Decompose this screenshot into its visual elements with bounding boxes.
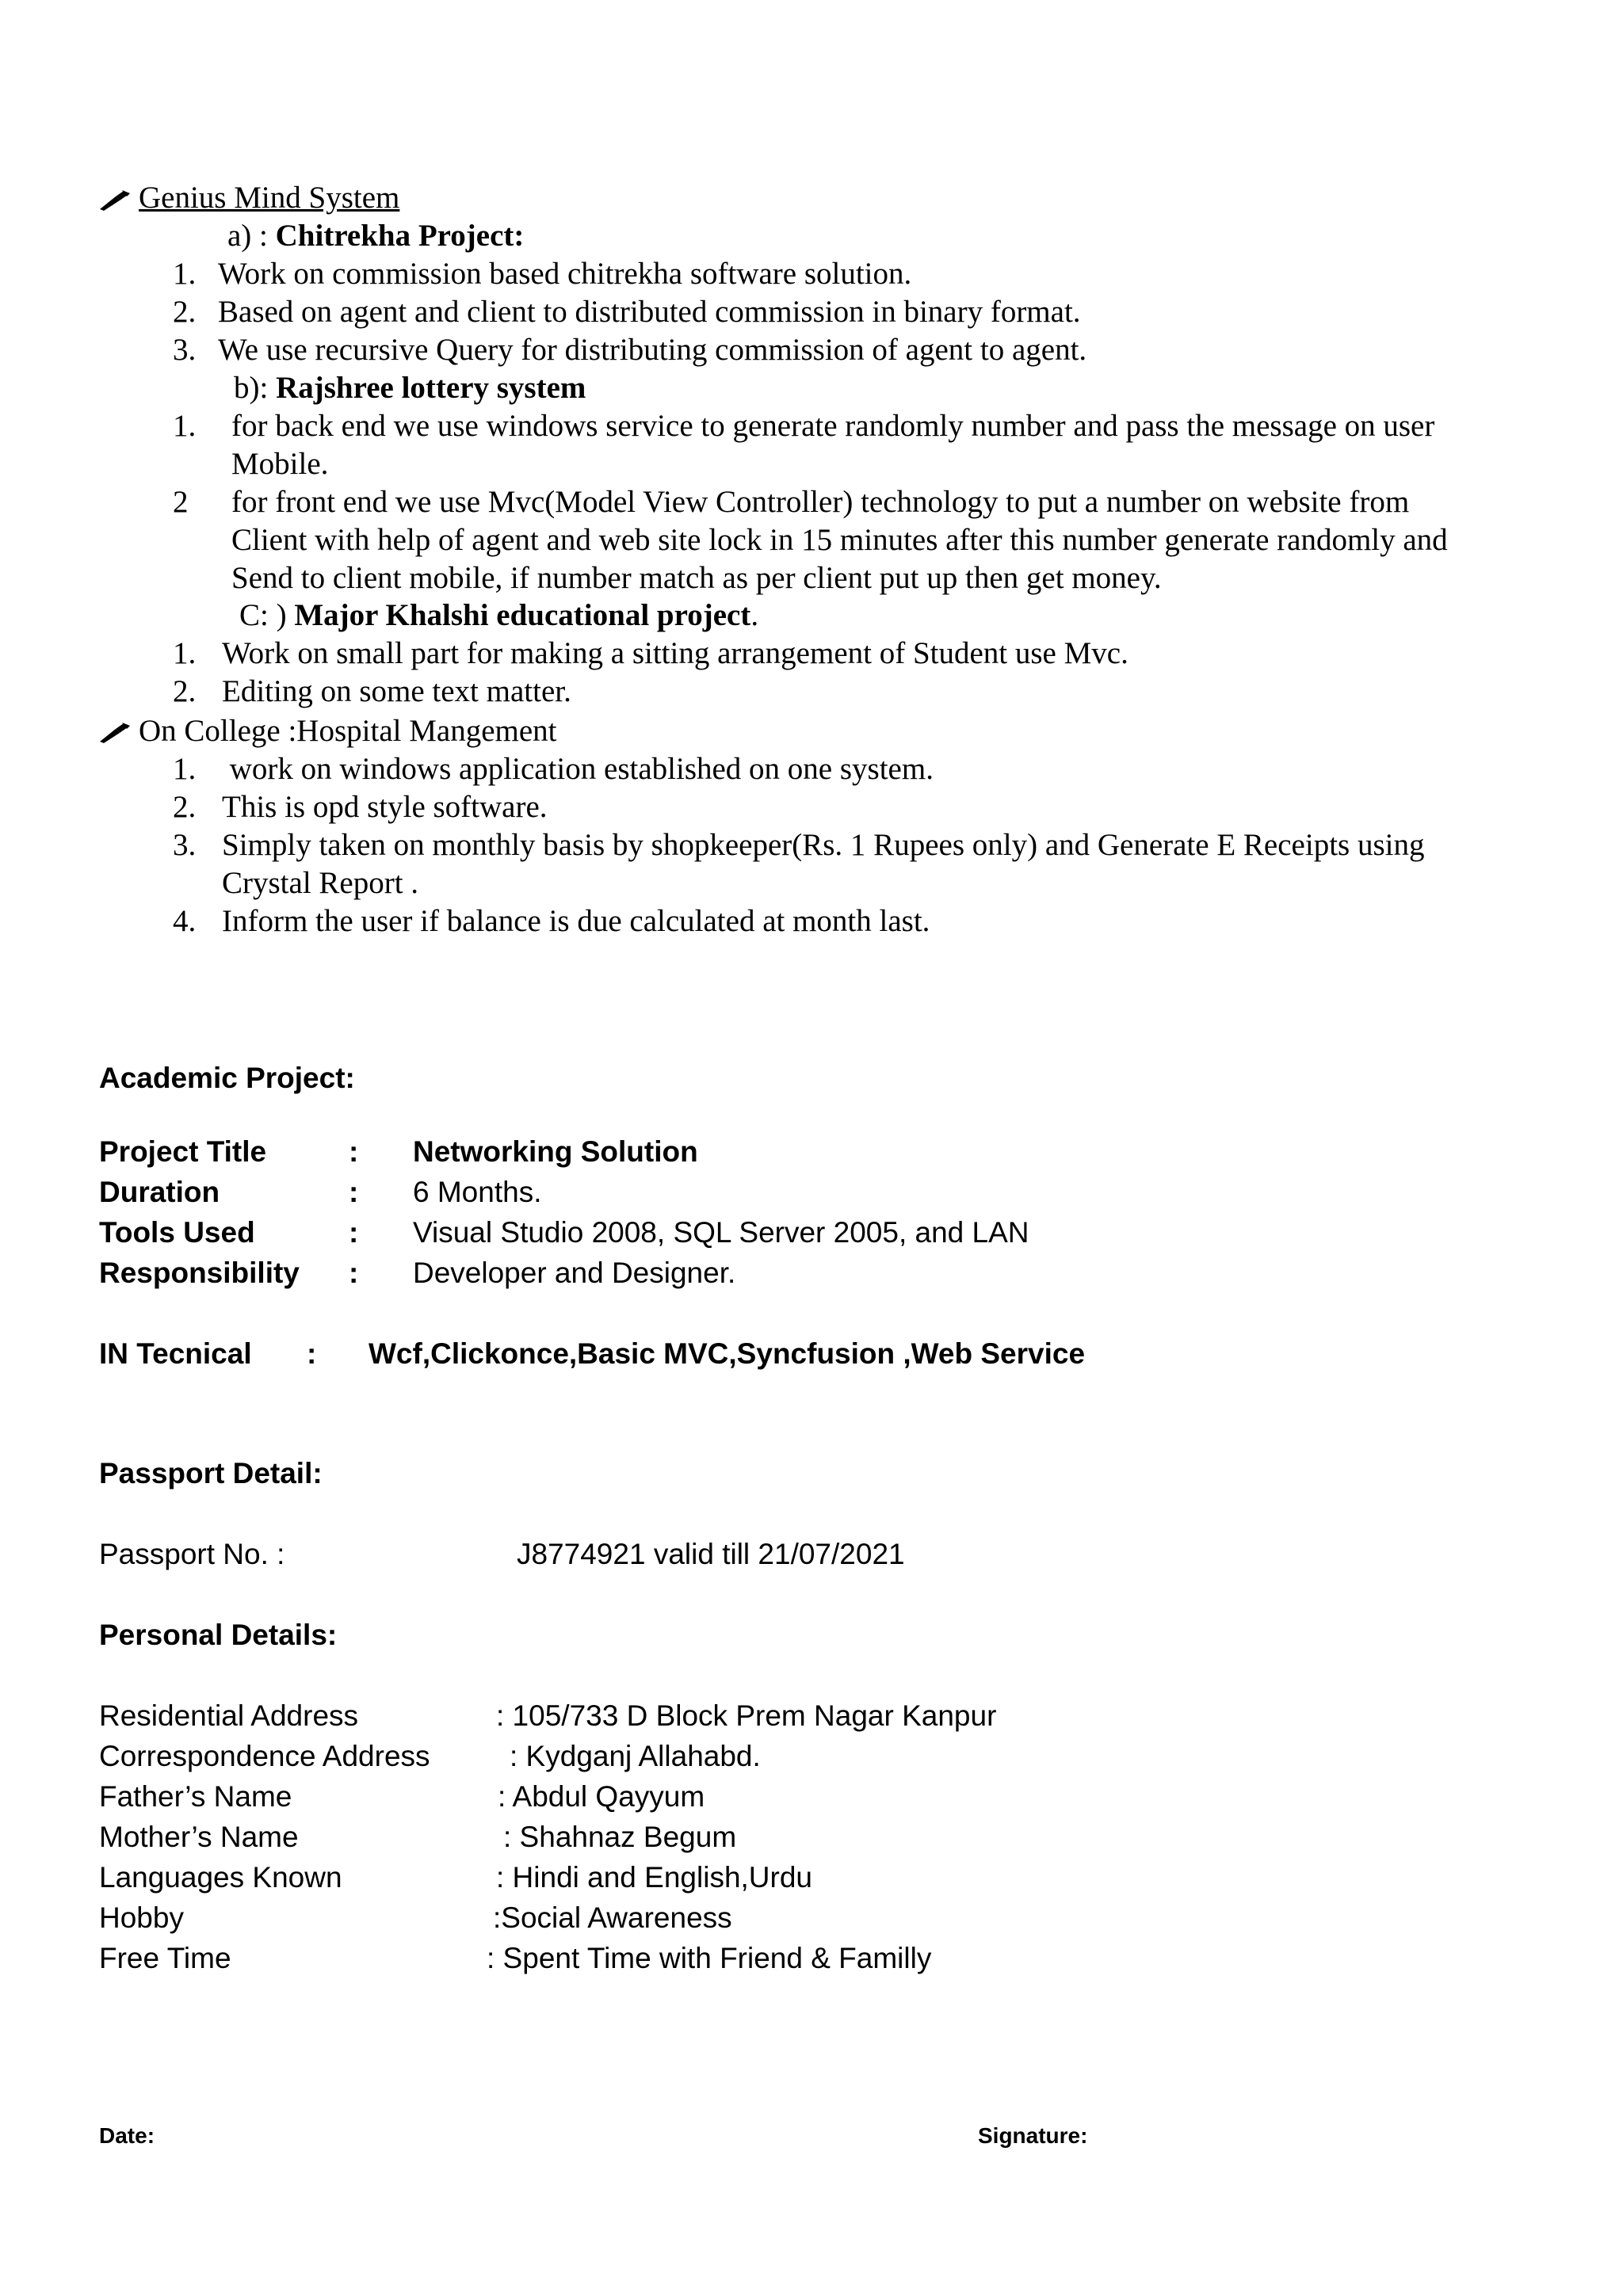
personal-label: Correspondence Address (99, 1740, 430, 1772)
sub-c-marker: C: ) (239, 598, 295, 632)
sub-c-heading (239, 597, 758, 635)
college-item-line: Simply taken on monthly basis by shopkeeper(Rs. 1 Rupees only) and Generate E Receipts using (222, 828, 1425, 862)
personal-value: : Shahnaz Begum (503, 1821, 737, 1853)
signature-label: Signature: (978, 2123, 1088, 2148)
academic-heading: Academic Project: (99, 1062, 355, 1094)
personal-label: Residential Address (99, 1699, 359, 1732)
genius-heading: Genius Mind System (139, 181, 400, 215)
a-item-num: 3. (173, 333, 197, 367)
personal-value: : Hindi and English,Urdu (496, 1861, 812, 1894)
college-item-num: 4. (173, 904, 197, 938)
college-item-num: 1. (173, 752, 197, 786)
college-item-num: 2. (173, 790, 197, 824)
sub-c-suffix: . (750, 598, 759, 632)
sub-a-heading (227, 217, 524, 255)
college-heading: On College :Hospital Mangement (139, 714, 557, 748)
sub-c-title: Major Khalshi educational project (294, 598, 751, 632)
personal-value: : 105/733 D Block Prem Nagar Kanpur (496, 1699, 997, 1732)
c-item-num: 1. (173, 636, 197, 670)
personal-label: Hobby (99, 1901, 184, 1934)
c-item-text: Editing on some text matter. (222, 674, 571, 708)
pencil-arrow-icon (98, 189, 132, 212)
b-item-num: 2 (173, 485, 189, 519)
a-item-text: Work on commission based chitrekha software solution. (218, 257, 912, 291)
academic-colon: : (349, 1257, 359, 1289)
academic-value: 6 Months. (413, 1176, 542, 1208)
college-item-line: Inform the user if balance is due calculated at month last. (222, 904, 930, 938)
date-label: Date: (99, 2123, 155, 2148)
passport-value: J8774921 valid till 21/07/2021 (517, 1538, 905, 1570)
academic-value: Networking Solution (413, 1135, 698, 1168)
college-item-num: 3. (173, 828, 197, 862)
sub-b-heading (234, 369, 586, 407)
college-item-line: Crystal Report . (222, 866, 419, 900)
b-item-line: for front end we use Mvc(Model View Controller) technology to put a number on website from (231, 485, 1410, 519)
sub-a-marker: a) : (227, 219, 276, 253)
academic-colon: : (349, 1176, 359, 1208)
sub-b-marker: b): (234, 371, 277, 405)
technical-value: Wcf,Clickonce,Basic MVC,Syncfusion ,Web Service (369, 1337, 1086, 1370)
c-item-num: 2. (173, 674, 197, 708)
personal-heading: Personal Details: (99, 1619, 338, 1651)
sub-b-title: Rajshree lottery system (276, 371, 586, 405)
passport-label: Passport No. : (99, 1538, 285, 1570)
personal-label: Free Time (99, 1942, 231, 1974)
b-item-line: Client with help of agent and web site lock in 15 minutes after this number generate randomly and (231, 523, 1448, 557)
personal-value: :Social Awareness (493, 1901, 732, 1934)
b-item-line: Mobile. (231, 447, 329, 481)
a-item-num: 1. (173, 257, 197, 291)
b-item-num: 1. (173, 409, 197, 443)
college-item-line: work on windows application established on one system. (222, 752, 934, 786)
pencil-arrow-icon (98, 721, 132, 745)
academic-value: Developer and Designer. (413, 1257, 736, 1289)
academic-label: Duration (99, 1176, 220, 1208)
personal-label: Father’s Name (99, 1780, 292, 1813)
academic-colon: : (349, 1135, 359, 1168)
technical-colon: : (307, 1337, 317, 1370)
academic-label: Responsibility (99, 1257, 300, 1289)
b-item-line: for back end we use windows service to generate randomly number and pass the message on user (231, 409, 1435, 443)
technical-label: IN Tecnical (99, 1337, 252, 1370)
personal-label: Mother’s Name (99, 1821, 299, 1853)
personal-value: : Abdul Qayyum (498, 1780, 705, 1813)
sub-a-title: Chitrekha Project: (275, 219, 525, 253)
personal-label: Languages Known (99, 1861, 342, 1894)
academic-value: Visual Studio 2008, SQL Server 2005, and LAN (413, 1216, 1029, 1249)
personal-value: : Kydganj Allahabd. (510, 1740, 761, 1772)
academic-label: Project Title (99, 1135, 267, 1168)
a-item-text: We use recursive Query for distributing commission of agent to agent. (218, 333, 1087, 367)
c-item-text: Work on small part for making a sitting arrangement of Student use Mvc. (222, 636, 1128, 670)
passport-heading: Passport Detail: (99, 1457, 323, 1489)
b-item-line: Send to client mobile, if number match as per client put up then get money. (231, 561, 1162, 595)
personal-value: : Spent Time with Friend & Familly (487, 1942, 932, 1974)
a-item-text: Based on agent and client to distributed commission in binary format. (218, 295, 1081, 329)
a-item-num: 2. (173, 295, 197, 329)
college-item-line: This is opd style software. (222, 790, 548, 824)
academic-label: Tools Used (99, 1216, 255, 1249)
academic-colon: : (349, 1216, 359, 1249)
